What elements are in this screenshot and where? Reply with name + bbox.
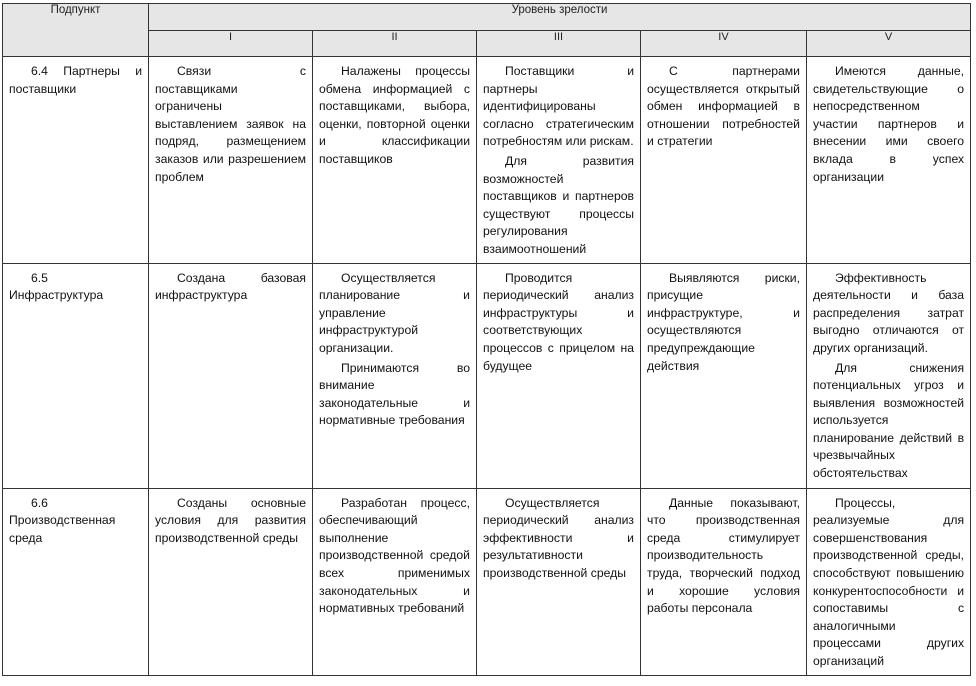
cell-text: Созданы основные условия для развития производственной среды	[155, 495, 306, 545]
table-row	[3, 57, 971, 264]
subclause-cell	[3, 488, 149, 675]
level-4-cell	[641, 57, 807, 264]
cell-text: Выявляются риски, присущие инфраструктуре, и осуществляются предупреждающие действия	[647, 270, 800, 373]
level-3-cell	[477, 263, 641, 488]
cell-text: Поставщики и партнеры идентифицированы согласно стратегическим потребностям или рискам.	[483, 64, 634, 149]
subclause-cell	[3, 57, 149, 264]
level-2-cell	[313, 488, 477, 675]
header-maturity-level: Уровень зрелости	[149, 4, 971, 31]
cell-text: Создана базовая инфраструктура	[155, 270, 306, 303]
table-row	[3, 263, 971, 488]
header-subclause: Подпункт	[3, 4, 149, 57]
level-3-cell	[477, 488, 641, 675]
cell-text: Процессы, реализуемые для совершенствования производственной среды, способствуют повышению конкурентоспособности и сопоставимы с аналогичными процессами других организаций	[813, 495, 965, 668]
level-4-cell	[641, 263, 807, 488]
header-level-5: V	[807, 30, 971, 57]
level-1-cell	[149, 488, 313, 675]
header-level-2: II	[313, 30, 477, 57]
subclause-text: 6.5 Инфраструктура	[9, 270, 104, 303]
level-2-cell	[313, 263, 477, 488]
level-1-cell	[149, 57, 313, 264]
subclause-text: 6.6 Производственная среда	[9, 495, 116, 545]
cell-text: Для снижения потенциальных угроз и выявления возможностей используется планирование действий в чрезвычайных обстоятельствах	[813, 360, 965, 481]
cell-text: С партнерами осуществляется открытый обмен информацией в отношении потребностей и стратегии	[647, 64, 800, 149]
header-level-1: I	[149, 30, 313, 57]
level-5-cell	[807, 488, 971, 675]
level-2-cell	[313, 57, 477, 264]
level-4-cell	[641, 488, 807, 675]
subclause-text: 6.4 Партнеры и поставщики	[9, 64, 142, 96]
maturity-table	[2, 3, 971, 676]
cell-text: Для развития возможностей поставщиков и партнеров существуют процессы регулирования взаимоотношений	[483, 153, 634, 256]
cell-text: Данные показывают, что производственная среда стимулирует производительность труда, творческий подход и хорошие условия работы персонала	[647, 495, 800, 616]
level-1-cell	[149, 263, 313, 488]
cell-text: Проводится периодический анализ инфраструктуры и соответствующих процессов с прицелом на будущее	[483, 270, 634, 373]
cell-text: Осуществляется планирование и управление инфраструктурой организации.	[319, 270, 470, 355]
level-5-cell	[807, 57, 971, 264]
subclause-cell	[3, 263, 149, 488]
cell-text: Разработан процесс, обеспечивающий выполнение производственной средой всех применимых законодательных и нормативных требований	[319, 495, 470, 616]
cell-text: Эффективность деятельности и база распределения затрат выгодно отличаются от других организаций.	[813, 270, 965, 355]
cell-text: Осуществляется периодический анализ эффективности и результативности производственной среды	[483, 495, 634, 580]
table-row	[3, 488, 971, 675]
header-level-3: III	[477, 30, 641, 57]
header-level-4: IV	[641, 30, 807, 57]
cell-text: Принимаются во внимание законодательные и нормативные требования	[319, 360, 470, 428]
level-5-cell	[807, 263, 971, 488]
cell-text: Имеются данные, свидетельствующие о непосредственном участии партнеров и внесении ими своего вклада в успех организации	[813, 64, 965, 184]
cell-text: Налажены процессы обмена информацией с поставщиками, выбора, оценки, повторной оценки и классификации поставщиков	[319, 64, 470, 166]
level-3-cell	[477, 57, 641, 264]
cell-text: Связи с поставщиками ограничены выставлением заявок на подряд, размещением заказов или разрешением проблем	[155, 64, 306, 184]
